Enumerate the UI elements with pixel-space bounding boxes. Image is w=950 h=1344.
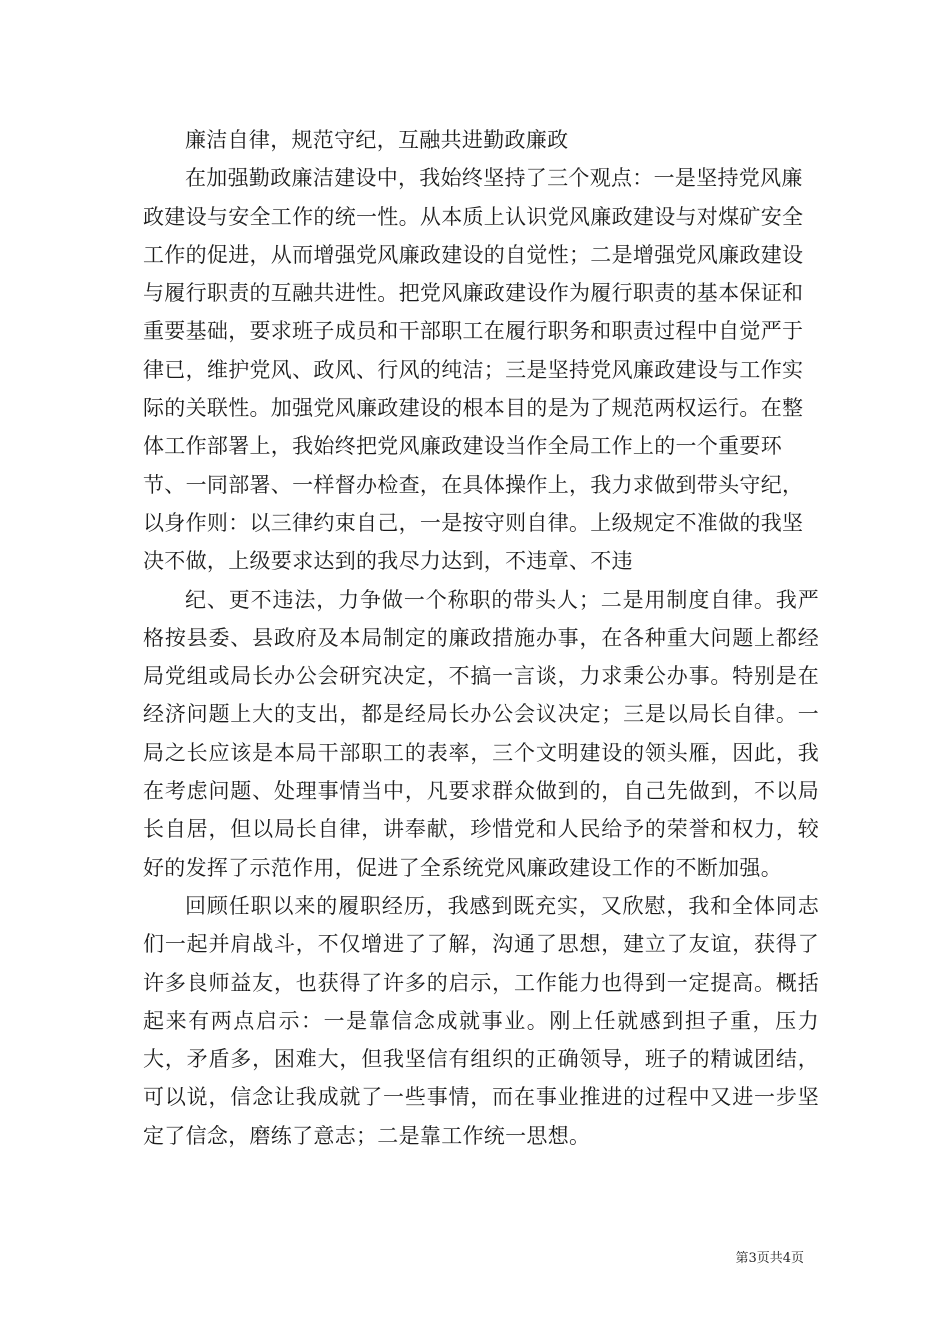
section-heading: 廉洁自律，规范守纪，互融共进勤政廉政 — [185, 128, 569, 152]
page-number-footer: 第3页共4页 — [735, 1251, 804, 1266]
paragraph: 纪、更不违法，力争做一个称职的带头人；二是用制度自律。我严格按县委、县政府及本局制定的廉政措施办事，在各种重大问题上都经局党组或局长办公会研究决定，不搞一言谈，力求秉公办事。特别是在经济问题上大的支出，都是经局长办公会议决定；三是以局长自律。一局之长应该是本局干部职工的表率，三个文明建设的领头雁，因此，我在考虑问题、处理事情当中，凡要求群众做到的，自己先做到，不以局长自居，但以局长自律，讲奉献，珍惜党和人民给予的荣誉和权力，较好的发挥了示范作用，促进了全系统党风廉政建设工作的不断加强。 — [143, 587, 819, 880]
paragraph: 在加强勤政廉洁建设中，我始终坚持了三个观点：一是坚持党风廉政建设与安全工作的统一性。从本质上认识党风廉政建设与对煤矿安全工作的促进，从而增强党风廉政建设的自觉性；二是增强党风廉政建设与履行职责的互融共进性。把党风廉政建设作为履行职责的基本保证和重要基础，要求班子成员和干部职工在履行职务和职责过程中自觉严于律已，维护党风、政风、行风的纯洁；三是坚持党风廉政建设与工作实际的关联性。加强党风廉政建设的根本目的是为了规范两权运行。在整体工作部署上，我始终把党风廉政建设当作全局工作上的一个重要环节、一同部署、一样督办检查，在具体操作上，我力求做到带头守纪，以身作则：以三律约束自己，一是按守则自律。上级规定不准做的我坚决不做，上级要求达到的我尽力达到，不违章、不违 — [143, 166, 804, 574]
paragraph: 回顾任职以来的履职经历，我感到既充实，又欣慰，我和全体同志们一起并肩战斗，不仅增进了了解，沟通了思想，建立了友谊，获得了许多良师益友，也获得了许多的启示，工作能力也得到一定提高。概括起来有两点启示：一是靠信念成就事业。刚上任就感到担子重，压力大，矛盾多，困难大，但我坚信有组织的正确领导，班子的精诚团结，可以说，信念让我成就了一些事情，而在事业推进的过程中又进一步坚定了信念，磨练了意志；二是靠工作统一思想。 — [143, 893, 819, 1148]
document-body — [143, 121, 819, 1155]
